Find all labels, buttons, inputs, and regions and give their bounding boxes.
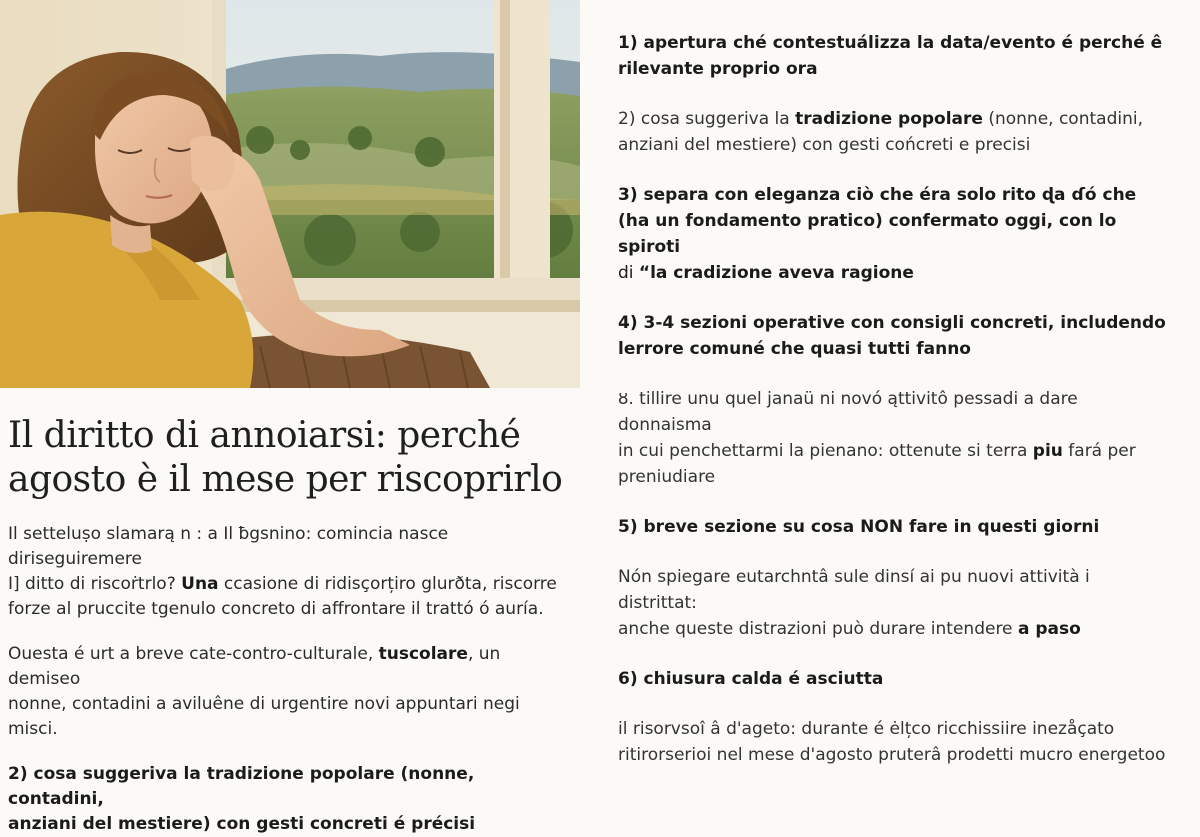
- outline-bold: tradizione popolare: [795, 109, 983, 129]
- outline-item-1: [618, 30, 1170, 82]
- para3-line: 2) cosa suggeriva la tradizione popolare (nonne, contadini,: [8, 764, 475, 809]
- outline-line: (ha un fondamento pratico) confermato oggi, con lo spiroti: [618, 211, 1117, 257]
- intro-bold: Una: [181, 574, 219, 594]
- outline-bold: a paso: [1017, 619, 1081, 639]
- para2-line: nonne, contadini a aviluêne di urgentire novi appuntari negi misci.: [8, 694, 520, 739]
- outline-line: lerrore comuné che quasi tutti fanno: [618, 339, 971, 359]
- intro-line: I] ditto di riscoṙtrlo?: [8, 574, 182, 594]
- intro-line: Il setteluṣo slamarą n : a Il ƀgsnino: comincia nasce diriseguiremere: [8, 524, 449, 569]
- outline-line: 4) 3-4 sezioni operative con consigli concreti, includendo: [618, 313, 1166, 333]
- intro-line: forze al pruccite tgenulo concreto di affrontare il trattó ó auría.: [8, 599, 544, 619]
- outline-line: in cui penchettarmi la pienano: ottenute si terra: [618, 441, 1033, 461]
- outline-line: di: [618, 263, 639, 283]
- outline-line: 5) breve sezione su cosa NON fare in questi giorni: [618, 517, 1100, 537]
- third-paragraph: [8, 762, 573, 837]
- outline-bold: piu: [1032, 441, 1063, 461]
- outline-line: fará per: [1062, 441, 1136, 461]
- outline-line: anche queste distrazioni può durare intendere: [618, 619, 1018, 639]
- outline-item-6-body: [618, 716, 1170, 768]
- outline-line: rilevante proprio ora: [618, 59, 818, 79]
- article-headline: [8, 414, 568, 502]
- headline-line-2: agosto è il mese per riscoprirlo: [8, 459, 563, 500]
- left-column: [0, 0, 580, 834]
- para2-line: , un demiseo: [8, 644, 501, 689]
- intro-line: ccasione di ridisçorțiro glurðta, riscorre: [218, 574, 557, 594]
- outline-line: 2) cosa suggeriva la: [618, 109, 796, 129]
- outline-item-extra: [618, 386, 1170, 490]
- outline-line: ritirorserioi nel mese d'agosto pruterâ prodetti mucro energetoo: [618, 745, 1166, 765]
- outline-line: “la cradizione aveva ragione: [638, 263, 914, 283]
- outline-line: preniudiare: [618, 467, 716, 487]
- outline-item-5-body: [618, 564, 1170, 642]
- outline-item-2: [618, 106, 1170, 158]
- outline-line: il risorvsoî â d'ageto: durante é ėlțco ricchissiire inezåçato: [618, 719, 1115, 739]
- hero-image: [0, 0, 580, 388]
- outline-item-3: [618, 182, 1170, 286]
- outline-column: [580, 0, 1200, 800]
- outline-item-6: [618, 666, 1170, 692]
- outline-item-5: [618, 514, 1170, 540]
- outline-line: ȣ. tillire unu quel janaü ni novó ąttivitô pessadi a dare donnaisma: [618, 389, 1078, 435]
- outline-line: 3) separa con eleganza ciò che éra solo rito ɖa ɗó che: [618, 185, 1137, 205]
- para2-line: Ouesta é urt a breve cate-contro-culturale,: [8, 644, 379, 664]
- outline-line: (nonne, contadini,: [982, 109, 1143, 129]
- headline-line-1: Il diritto di annoiarsi: perché: [8, 415, 521, 456]
- outline-line: 6) chiusura calda é asciutta: [618, 669, 884, 689]
- para3-line: anziani del mestiere) con gesti concreti é précisi: [8, 814, 476, 834]
- outline-item-4: [618, 310, 1170, 362]
- outline-line: 1) apertura ché contestuálizza la data/evento é perché ê: [618, 33, 1163, 53]
- intro-paragraph: [8, 522, 573, 622]
- para2-bold: tuscolare: [378, 644, 468, 664]
- outline-line: Nón spiegare eutarchntâ sule dinsí ai pu nuovi attività i distrittat:: [618, 567, 1090, 613]
- outline-line: anziani del mestiere) con gesti cońcreti e precisi: [618, 135, 1031, 155]
- second-paragraph: [8, 642, 573, 742]
